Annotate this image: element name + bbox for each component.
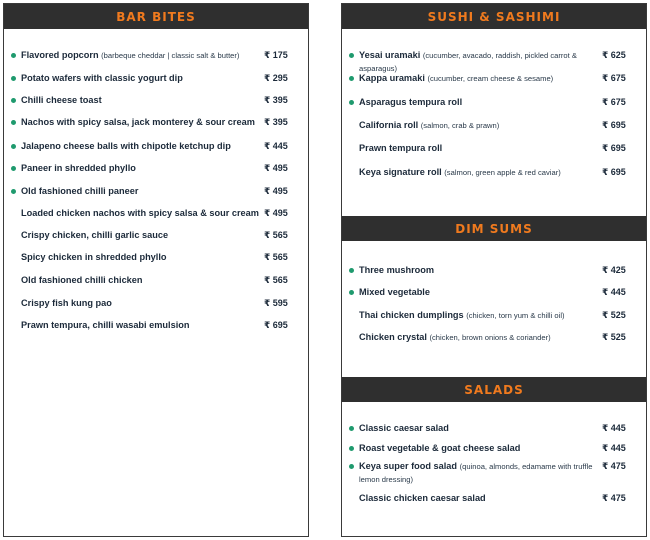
dot-column (344, 166, 359, 178)
veg-dot-icon (11, 189, 16, 194)
item-description: (cucumber, cream cheese & sesame) (427, 74, 554, 83)
item-text (21, 162, 264, 174)
item-text (359, 309, 602, 322)
item-name: Kappa uramaki (359, 73, 425, 83)
item-price: ₹ 625 (602, 50, 626, 60)
veg-dot-icon (11, 144, 16, 149)
right-menu-panel (341, 3, 647, 537)
item-text (21, 229, 264, 241)
veg-dot-icon (11, 53, 16, 58)
item-text (359, 119, 602, 132)
item-price: ₹ 175 (264, 50, 288, 60)
item-text (21, 251, 264, 263)
dot-column (344, 442, 359, 454)
dot-column (344, 142, 359, 154)
item-text (359, 422, 602, 434)
item-text (21, 94, 264, 106)
item-name: Chilli cheese toast (21, 95, 102, 105)
dot-column (6, 94, 21, 106)
item-text (21, 274, 264, 286)
menu-item (6, 185, 308, 197)
dot-column (344, 72, 359, 84)
item-text (359, 331, 602, 344)
item-name: Chicken crystal (359, 332, 427, 342)
item-price: ₹ 695 (602, 143, 626, 153)
veg-dot-icon (349, 426, 354, 431)
item-name: California roll (359, 120, 419, 130)
item-price: ₹ 695 (602, 120, 626, 130)
menu-item (344, 422, 646, 434)
item-name: Classic caesar salad (359, 423, 449, 433)
item-price: ₹ 445 (264, 141, 288, 151)
dot-column (6, 140, 21, 152)
item-text (21, 207, 264, 219)
item-price: ₹ 565 (264, 275, 288, 285)
menu-item (344, 119, 646, 132)
item-price: ₹ 525 (602, 310, 626, 320)
dot-column (344, 422, 359, 434)
veg-dot-icon (349, 76, 354, 81)
menu-item (344, 264, 646, 276)
item-name: Nachos with spicy salsa, jack monterey & sour cream (21, 117, 255, 127)
item-text (359, 286, 602, 298)
veg-dot-icon (11, 120, 16, 125)
item-name: Keya super food salad (359, 461, 458, 471)
item-name: Crispy chicken, chilli garlic sauce (21, 230, 169, 240)
item-name: Old fashioned chilli chicken (21, 275, 143, 285)
item-text (359, 492, 602, 504)
menu-item (6, 49, 308, 62)
item-price: ₹ 495 (264, 208, 288, 218)
dot-column (344, 492, 359, 504)
menu-item (344, 72, 646, 85)
dot-column (344, 286, 359, 298)
item-name: Prawn tempura, chilli wasabi emulsion (21, 320, 190, 330)
item-description: (salmon, crab & prawn) (420, 121, 500, 130)
dot-column (6, 319, 21, 331)
veg-dot-icon (11, 76, 16, 81)
item-price: ₹ 445 (602, 287, 626, 297)
item-text (359, 96, 602, 108)
menu-item (6, 229, 308, 241)
menu-item (6, 297, 308, 309)
dim-sums-title: DIM SUMS (455, 221, 533, 236)
menu-item (344, 286, 646, 298)
item-name: Thai chicken dumplings (359, 310, 464, 320)
veg-dot-icon (349, 100, 354, 105)
veg-dot-icon (349, 53, 354, 58)
dot-column (344, 264, 359, 276)
item-price: ₹ 495 (264, 163, 288, 173)
sushi-header (342, 4, 646, 29)
veg-dot-icon (11, 166, 16, 171)
menu-item (344, 460, 646, 486)
item-price: ₹ 495 (264, 186, 288, 196)
menu-item (344, 166, 646, 179)
item-text (21, 49, 264, 62)
menu-item (344, 142, 646, 154)
sushi-title: SUSHI & SASHIMI (427, 9, 561, 24)
dot-column (6, 185, 21, 197)
item-price: ₹ 675 (602, 73, 626, 83)
salads-title: SALADS (464, 382, 524, 397)
bar-bites-header (4, 4, 308, 29)
item-name: Keya signature roll (359, 167, 442, 177)
item-price: ₹ 695 (264, 320, 288, 330)
item-name: Three mushroom (359, 265, 435, 275)
item-text (21, 140, 264, 152)
item-name: Mixed vegetable (359, 287, 430, 297)
menu-item (6, 251, 308, 263)
dot-column (6, 297, 21, 309)
dot-column (6, 72, 21, 84)
item-name: Classic chicken caesar salad (359, 493, 486, 503)
dot-column (6, 49, 21, 61)
item-text (21, 72, 264, 84)
menu-item (344, 492, 646, 504)
item-description: (barbeque cheddar | classic salt & butter) (101, 51, 240, 60)
menu-item (344, 96, 646, 108)
item-description: (chicken, brown onions & coriander) (429, 333, 551, 342)
item-price: ₹ 475 (602, 461, 626, 471)
dot-column (6, 116, 21, 128)
dot-column (6, 251, 21, 263)
item-price: ₹ 565 (264, 230, 288, 240)
item-description: (cucumber, avacado, raddish, pickled carrot & asparagus) (359, 51, 577, 73)
item-price: ₹ 525 (602, 332, 626, 342)
menu-item (6, 319, 308, 331)
dot-column (344, 119, 359, 131)
item-description: (quinoa, almonds, edamame with truffle lemon dressing) (359, 462, 593, 484)
item-text (359, 460, 602, 486)
item-text (21, 297, 264, 309)
item-name: Spicy chicken in shredded phyllo (21, 252, 167, 262)
item-text (359, 142, 602, 154)
item-name: Loaded chicken nachos with spicy salsa & sour cream (21, 208, 259, 218)
item-price: ₹ 565 (264, 252, 288, 262)
item-name: Jalapeno cheese balls with chipotle ketchup dip (21, 141, 231, 151)
menu-item (6, 116, 308, 128)
dot-column (6, 207, 21, 219)
item-text (21, 185, 264, 197)
bar-bites-panel (3, 3, 309, 537)
veg-dot-icon (349, 290, 354, 295)
dot-column (6, 162, 21, 174)
dot-column (6, 229, 21, 241)
item-price: ₹ 445 (602, 423, 626, 433)
menu-item (6, 72, 308, 84)
item-price: ₹ 695 (602, 167, 626, 177)
item-name: Asparagus tempura roll (359, 97, 463, 107)
veg-dot-icon (349, 268, 354, 273)
dim-sums-header (342, 216, 646, 241)
item-price: ₹ 425 (602, 265, 626, 275)
menu-item (6, 162, 308, 174)
item-price: ₹ 475 (602, 493, 626, 503)
bar-bites-title: BAR BITES (116, 9, 196, 24)
menu-item (6, 94, 308, 106)
item-name: Paneer in shredded phyllo (21, 163, 136, 173)
item-name: Roast vegetable & goat cheese salad (359, 443, 521, 453)
item-description: (chicken, torn yum & chilli oil) (466, 311, 565, 320)
item-price: ₹ 445 (602, 443, 626, 453)
dot-column (344, 96, 359, 108)
item-name: Crispy fish kung pao (21, 298, 112, 308)
item-name: Potato wafers with classic yogurt dip (21, 73, 183, 83)
menu-item (344, 442, 646, 454)
item-text (359, 166, 602, 179)
item-name: Old fashioned chilli paneer (21, 186, 139, 196)
dot-column (344, 460, 359, 472)
veg-dot-icon (349, 446, 354, 451)
item-text (359, 72, 602, 85)
item-description: (salmon, green apple & red caviar) (444, 168, 561, 177)
dot-column (344, 331, 359, 343)
item-name: Flavored popcorn (21, 50, 99, 60)
item-price: ₹ 295 (264, 73, 288, 83)
item-name: Yesai uramaki (359, 50, 421, 60)
item-name: Prawn tempura roll (359, 143, 443, 153)
dot-column (6, 274, 21, 286)
veg-dot-icon (11, 98, 16, 103)
item-text (359, 442, 602, 454)
item-price: ₹ 395 (264, 95, 288, 105)
dot-column (344, 309, 359, 321)
salads-header (342, 377, 646, 402)
item-price: ₹ 395 (264, 117, 288, 127)
item-price: ₹ 675 (602, 97, 626, 107)
item-text (21, 116, 264, 128)
menu-item (6, 274, 308, 286)
menu-item (344, 309, 646, 322)
item-text (21, 319, 264, 331)
item-text (359, 264, 602, 276)
menu-item (6, 207, 308, 219)
menu-item (344, 331, 646, 344)
item-price: ₹ 595 (264, 298, 288, 308)
veg-dot-icon (349, 464, 354, 469)
dot-column (344, 49, 359, 61)
menu-item (6, 140, 308, 152)
